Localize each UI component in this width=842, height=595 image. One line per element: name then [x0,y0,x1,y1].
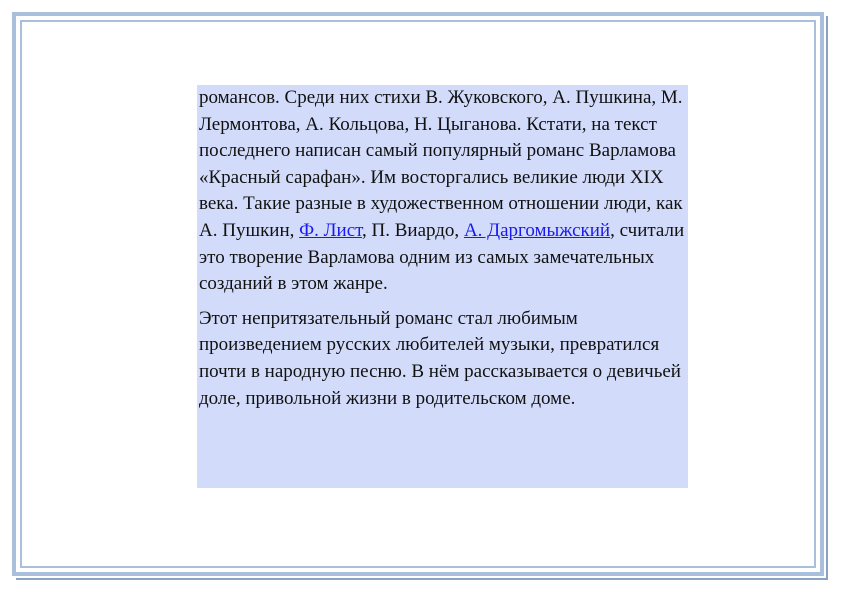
link-liszt[interactable]: Ф. Лист [299,219,363,241]
paragraph-1-text-c: , считали это творение Варламова одним из самых замечательных созданий в этом жанре. [199,219,685,295]
link-dargomyzhsky[interactable]: А. Даргомыжский [463,219,611,241]
paragraph-1 [199,85,686,298]
text-box [197,85,688,488]
paragraph-1-text-a: романсов. Среди них стихи В. Жуковского, А. Пушкина, М. Лермонтова, А. Кольцова, Н. Цыганова. Кстати, на текст последнего написан самый популярный романс Варламова «Красный сарафан». Им восторгались великие люди XIX века. Такие разные в художественном отношении люди, как А. Пушкин, [199,87,683,241]
paragraph-2: Этот непритязательный романс стал любимым произведением русских любителей музыки, превратился почти в народную песню. В нём рассказывается о девичьей доле, привольной жизни в родительском доме. [199,307,681,409]
paragraph-1-text-b: , П. Виардо, [362,219,464,241]
